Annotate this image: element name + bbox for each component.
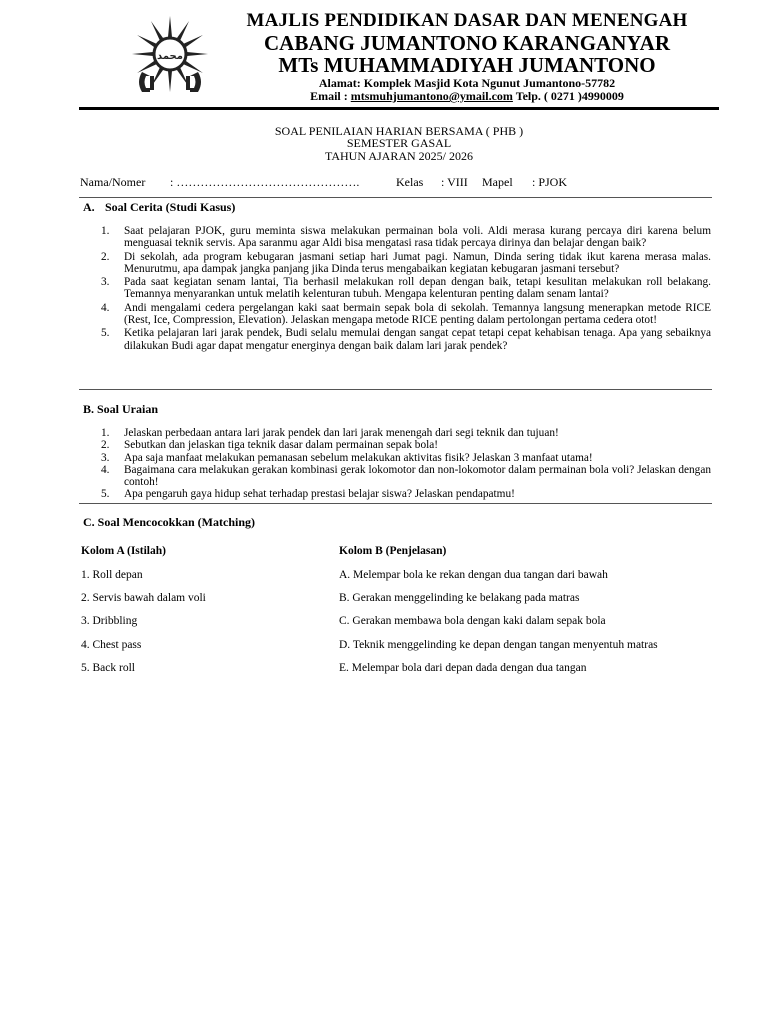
section-c-title: C. Soal Mencocokkan (Matching)	[83, 515, 255, 529]
matching-term-5: 5. Back roll	[81, 662, 135, 674]
kelas-value: : VIII	[441, 175, 468, 189]
question-text: Apa pengaruh gaya hidup sehat terhadap prestasi belajar siswa? Jelaskan pendapatmu!	[124, 488, 515, 501]
mapel-value: : PJOK	[532, 175, 568, 189]
question-number: 3.	[101, 276, 110, 289]
name-field[interactable]: : ……………………………………….	[170, 175, 360, 189]
header-line-school: MTs MUHAMMADIYAH JUMANTONO	[278, 53, 656, 77]
section-a-questions	[79, 225, 711, 353]
question-number: 1.	[101, 427, 110, 439]
section-a-bottom-rule	[79, 389, 712, 390]
question-text: Pada saat kegiatan senam lantai, Tia berhasil melakukan roll depan dengan baik, tetapi kesulitan melakukan roll belakang. Temannya menyarankan untuk melatih kelenturan tubuh. Mengapa kelenturan penting dalam senam lantai?	[124, 276, 711, 301]
column-a-header: Kolom A (Istilah)	[81, 545, 166, 557]
section-a-title: Soal Cerita (Studi Kasus)	[105, 200, 236, 214]
name-label: Nama/Nomer	[80, 175, 146, 189]
matching-term-3: 3. Dribbling	[81, 615, 138, 627]
semester-label: SEMESTER GASAL	[346, 136, 452, 150]
question-number: 5.	[101, 327, 110, 340]
question-text: Apa saja manfaat melakukan pemanasan sebelum melakukan aktivitas fisik? Jelaskan 3 manfaat utama!	[124, 451, 593, 464]
phone-text: Telp. ( 0271 )4990009	[512, 89, 624, 103]
question-text: Andi mengalami cedera pergelangan kaki saat bermain sepak bola di sekolah. Temannya langsung menerapkan metode RICE (Rest, Ice, Compression, Elevation). Jelaskan mengapa metode RICE penting dalam pertolongan pertama cedera otot!	[124, 301, 711, 327]
question-text: Ketika pelajaran lari jarak pendek, Budi selalu memulai dengan sangat cepat tetapi cepat kehabisan tenaga. Apa yang sebaiknya dilakukan Budi agar dapat mengatur energinya dengan baik dalam lari jarak pendek?	[124, 327, 711, 352]
question-number: 3.	[101, 451, 110, 464]
section-a-question-5	[79, 327, 711, 352]
header-divider-thick	[79, 107, 719, 110]
school-contact	[225, 89, 709, 104]
section-a-question-4	[79, 302, 711, 327]
exam-title: SOAL PENILAIAN HARIAN BERSAMA ( PHB )	[274, 124, 524, 138]
column-b-header: Kolom B (Penjelasan)	[339, 545, 447, 557]
section-a-question-2	[79, 251, 711, 276]
question-text: Bagaimana cara melakukan gerakan kombinasi gerak lokomotor dan non-lokomotor dalam permainan bola voli? Jelaskan dengan contoh!	[124, 463, 711, 489]
question-number: 1.	[101, 225, 110, 237]
section-a-question-1	[79, 225, 711, 250]
section-a-label: A.	[83, 200, 95, 214]
school-address: Alamat: Komplek Masjid Kota Ngunut Jumantono-57782	[318, 76, 616, 90]
question-number: 2.	[101, 439, 110, 452]
section-b-bottom-rule	[79, 503, 712, 504]
question-number: 2.	[101, 250, 110, 263]
section-a-top-rule	[79, 197, 712, 198]
matching-definition-2: B. Gerakan menggelinding ke belakang pada matras	[339, 592, 580, 604]
section-a-question-3	[79, 276, 711, 301]
muhammadiyah-sun-logo-icon	[120, 14, 220, 98]
question-number: 5.	[101, 488, 110, 501]
question-text: Sebutkan dan jelaskan tiga teknik dasar dalam permainan sepak bola!	[124, 439, 439, 452]
header-line-majlis: MAJLIS PENDIDIKAN DASAR DAN MENENGAH	[246, 10, 688, 31]
matching-term-4: 4. Chest pass	[81, 639, 142, 651]
mapel-label: Mapel	[482, 175, 513, 189]
question-text: Di sekolah, ada program kebugaran jasmani setiap hari Jumat pagi. Namun, Dinda sering tidak ikut karena merasa malas. Menurutmu, apa dampak jangka panjang jika Dinda terus mengabaikan kegiatan kebugaran jasmani tersebut?	[124, 250, 711, 275]
email-label: Email :	[310, 89, 351, 103]
section-b-question-2	[79, 439, 711, 451]
matching-term-1: 1. Roll depan	[81, 569, 143, 581]
svg-text:محمد: محمد	[157, 51, 183, 62]
matching-definition-3: C. Gerakan membawa bola dengan kaki dalam sepak bola	[339, 615, 606, 627]
section-b-question-4	[79, 464, 711, 489]
matching-definition-5: E. Melempar bola dari depan dada dengan dua tangan	[339, 662, 587, 674]
question-text: Saat pelajaran PJOK, guru meminta siswa melakukan permainan bola voli. Aldi merasa kurang percaya diri karena belum menguasai teknik servis. Apa saranmu agar Aldi bisa mengatasi rasa tidak percaya dirinya dan belajar dengan baik?	[124, 225, 711, 250]
section-b-question-5	[79, 488, 711, 500]
matching-definition-4: D. Teknik menggelinding ke depan dengan tangan menyentuh matras	[339, 639, 658, 651]
academic-year: TAHUN AJARAN 2025/ 2026	[324, 149, 474, 163]
question-text: Jelaskan perbedaan antara lari jarak pendek dan lari jarak menengah dari segi teknik dan tujuan!	[124, 427, 559, 439]
kelas-label: Kelas	[396, 175, 424, 189]
question-number: 4.	[101, 463, 110, 476]
matching-definition-1: A. Melempar bola ke rekan dengan dua tangan dari bawah	[339, 569, 608, 581]
section-b-question-3	[79, 452, 711, 464]
matching-term-2: 2. Servis bawah dalam voli	[81, 592, 206, 604]
question-number: 4.	[101, 301, 110, 314]
section-b-questions	[79, 427, 711, 501]
section-b-question-1	[79, 427, 711, 439]
email-link[interactable]: mtsmuhjumantono@ymail.com	[350, 89, 513, 103]
header-line-cabang: CABANG JUMANTONO KARANGANYAR	[263, 31, 670, 55]
section-b-title: B. Soal Uraian	[83, 402, 159, 416]
